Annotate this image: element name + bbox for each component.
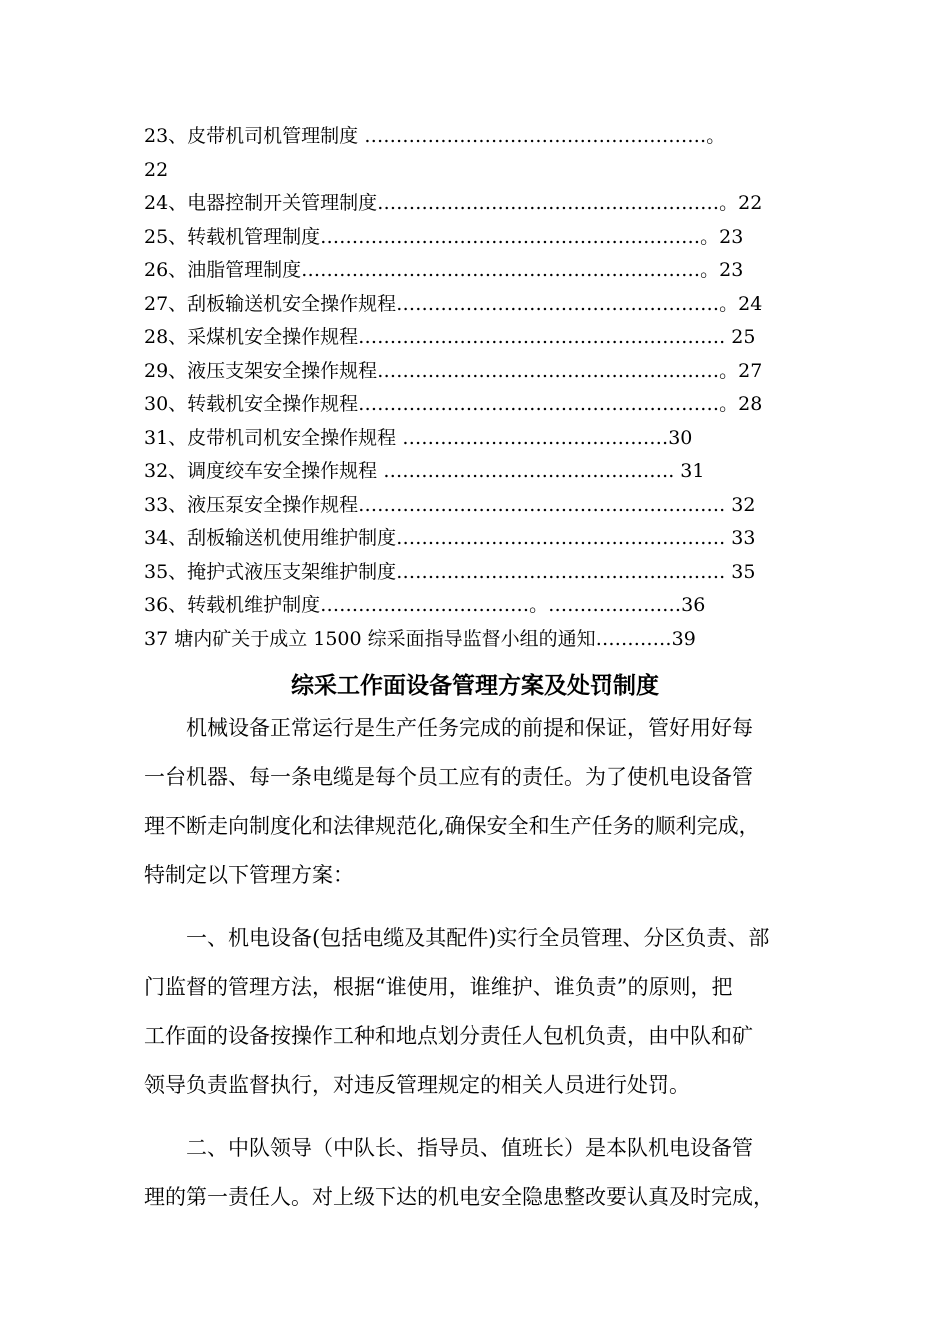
document-body bbox=[144, 704, 810, 1222]
toc-entry: 24、电器控制开关管理制度………………………………………………。22 bbox=[144, 192, 763, 214]
paragraph-line: 二、中队领导（中队长、指导员、值班长）是本队机电设备管 bbox=[186, 1136, 753, 1160]
toc-entry: 30、转载机安全操作规程…………………………………………………。28 bbox=[144, 393, 763, 415]
toc-entry: 26、油脂管理制度………………………………………………………。23 bbox=[144, 259, 744, 281]
paragraph-line: 机械设备正常运行是生产任务完成的前提和保证，管好用好每 bbox=[186, 716, 753, 740]
paragraph-section-one bbox=[144, 914, 810, 1110]
paragraph-line: 门监督的管理方法，根据“谁使用，谁维护、谁负责”的原则，把 bbox=[144, 975, 733, 999]
toc-entry: 25、转载机管理制度……………………………………………………。23 bbox=[144, 225, 744, 248]
paragraph-section-two bbox=[144, 1124, 810, 1222]
toc-entry: 34、刮板输送机使用维护制度……………………………………………. 33 bbox=[144, 527, 756, 549]
paragraph-gap bbox=[144, 1110, 810, 1124]
toc-entry: 37 塘内矿关于成立 1500 综采面指导监督小组的通知…………39 bbox=[144, 627, 696, 650]
toc-entry: 31、皮带机司机安全操作规程 ……………………………………30 bbox=[144, 426, 693, 449]
toc-entry-page-number: 22 bbox=[144, 158, 169, 181]
paragraph-intro bbox=[144, 704, 810, 900]
toc-entry: 33、液压泵安全操作规程…………………………………………………. 32 bbox=[144, 493, 756, 516]
toc-entry: 36、转载机维护制度……………………………。…………………36 bbox=[144, 594, 706, 616]
toc-entry: 27、刮板输送机安全操作规程……………………………………………。24 bbox=[144, 292, 763, 315]
paragraph-gap bbox=[144, 900, 810, 914]
paragraph-line: 理的第一责任人。对上级下达的机电安全隐患整改要认真及时完成， bbox=[144, 1185, 774, 1209]
document-title: 综采工作面设备管理方案及处罚制度 bbox=[291, 673, 659, 699]
toc-entry: 29、液压支架安全操作规程………………………………………………。27 bbox=[144, 359, 763, 382]
paragraph-line: 工作面的设备按操作工种和地点划分责任人包机负责，由中队和矿 bbox=[144, 1024, 753, 1048]
table-of-contents bbox=[144, 120, 804, 656]
toc-entry: 35、掩护式液压支架维护制度……………………………………………. 35 bbox=[144, 560, 756, 583]
paragraph-line: 理不断走向制度化和法律规范化,确保安全和生产任务的顺利完成， bbox=[144, 814, 760, 838]
toc-entry: 23、皮带机司机管理制度 ………………………………………………。 bbox=[144, 125, 726, 147]
paragraph-line: 一、机电设备(包括电缆及其配件)实行全员管理、分区负责、部 bbox=[186, 926, 770, 950]
toc-entry: 28、采煤机安全操作规程…………………………………………………. 25 bbox=[144, 326, 756, 348]
toc-entry: 32、调度绞车安全操作规程 ………………………………………. 31 bbox=[144, 460, 705, 482]
paragraph-line: 特制定以下管理方案： bbox=[144, 863, 354, 887]
paragraph-line: 一台机器、每一条电缆是每个员工应有的责任。为了使机电设备管 bbox=[144, 765, 753, 789]
paragraph-line: 领导负责监督执行，对违反管理规定的相关人员进行处罚。 bbox=[144, 1073, 690, 1097]
